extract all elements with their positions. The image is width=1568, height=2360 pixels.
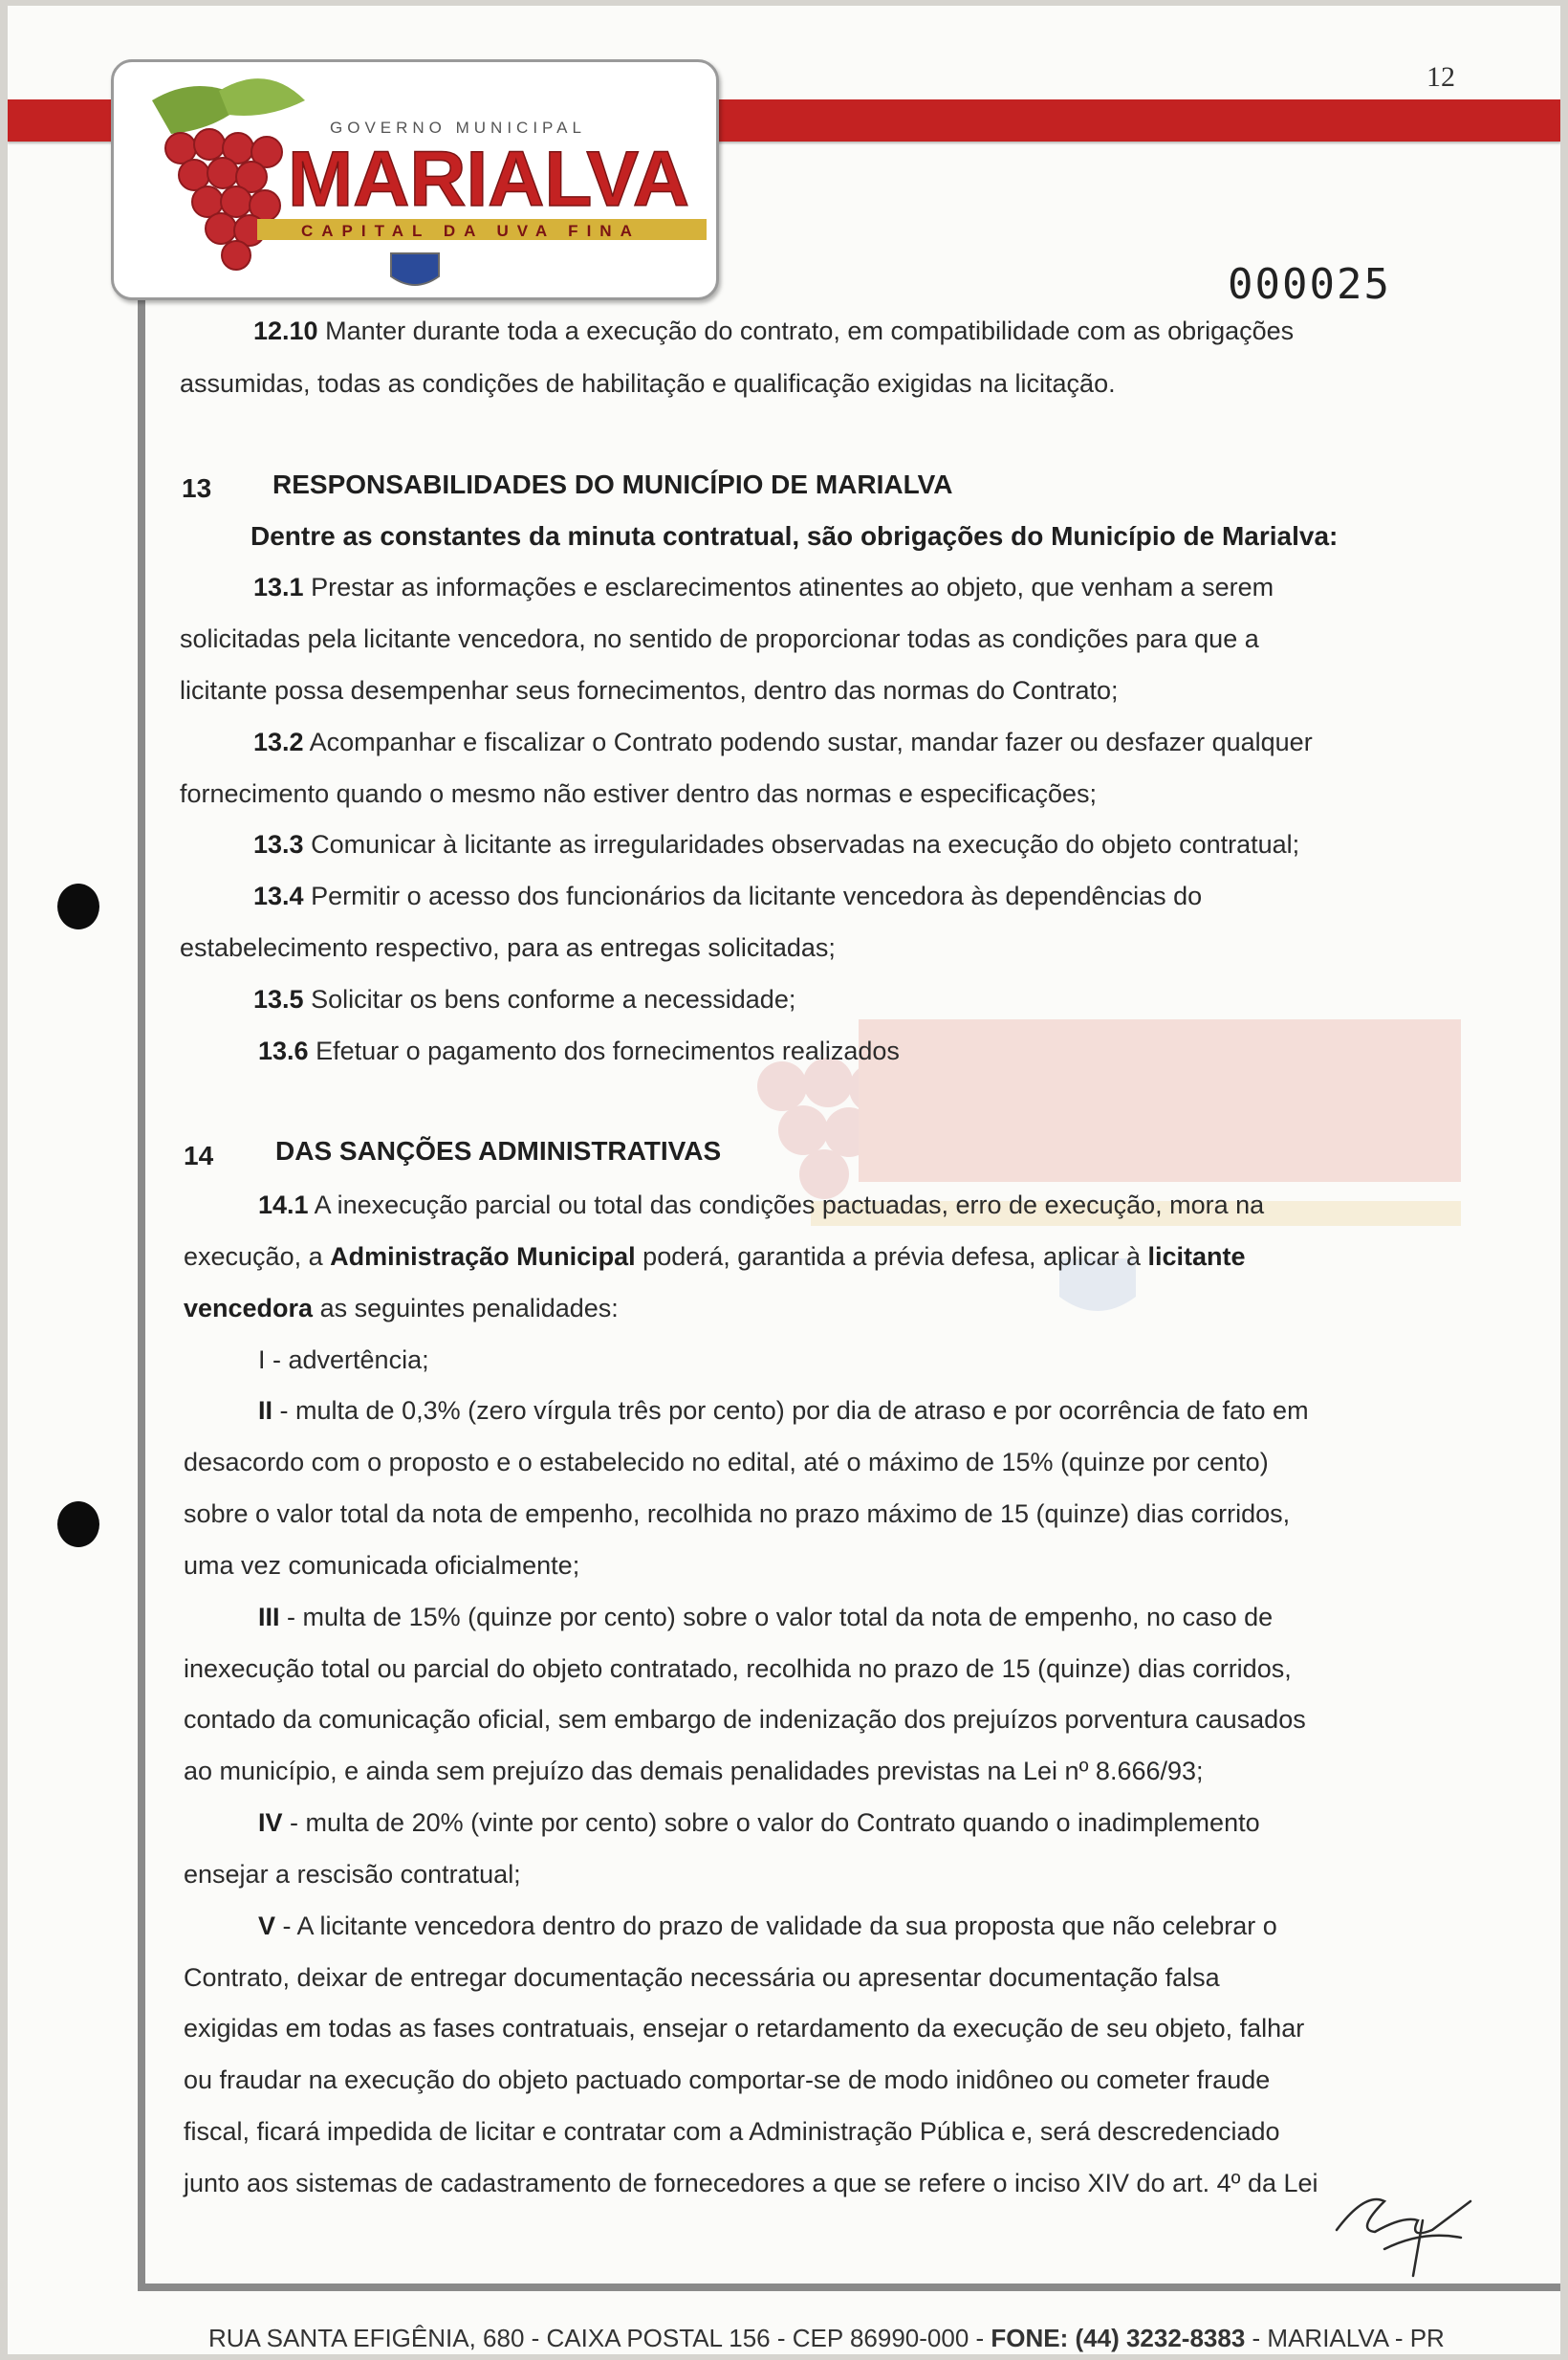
text-line: 13.3 Comunicar à licitante as irregularidades observadas na execução do objeto contratual; xyxy=(253,830,1300,859)
signature-icon xyxy=(1327,2163,1480,2278)
document-page xyxy=(8,6,1560,2354)
text-line: sobre o valor total da nota de empenho, recolhida no prazo máximo de 15 (quinze) dias corridos, xyxy=(184,1499,1291,1528)
text-line: ou fraudar na execução do objeto pactuado comportar-se de modo inidôneo ou cometer fraude xyxy=(184,2065,1271,2094)
text-line: 13.4 Permitir o acesso dos funcionários da licitante vencedora às dependências do xyxy=(253,882,1203,910)
text-line: solicitadas pela licitante vencedora, no sentido de proporcionar todas as condições para que a xyxy=(180,624,1259,653)
text-line: II - multa de 0,3% (zero vírgula três por cento) por dia de atraso e por ocorrência de fato em xyxy=(258,1396,1309,1425)
text-line: uma vez comunicada oficialmente; xyxy=(184,1551,580,1580)
text-line: vencedora as seguintes penalidades: xyxy=(184,1294,619,1322)
text-line: 13.6 Efetuar o pagamento dos fornecimentos realizados xyxy=(258,1037,900,1065)
text-line: junto aos sistemas de cadastramento de fornecedores a que se refere o inciso XIV do art. 4º da Lei xyxy=(184,2169,1318,2197)
text-line: inexecução total ou parcial do objeto contratado, recolhida no prazo de 15 (quinze) dias corridos, xyxy=(184,1654,1292,1683)
text-line: 13.5 Solicitar os bens conforme a necessidade; xyxy=(253,985,796,1014)
section-14-title: DAS SANÇÕES ADMINISTRATIVAS xyxy=(275,1136,722,1166)
text-line: desacordo com o proposto e o estabelecido no edital, até o máximo de 15% (quinze por cento) xyxy=(184,1448,1269,1476)
text-line: execução, a Administração Municipal poderá, garantida a prévia defesa, aplicar à licitante xyxy=(184,1242,1246,1271)
text-line: fornecimento quando o mesmo não estiver dentro das normas e especificações; xyxy=(180,779,1098,808)
text-line: IV - multa de 20% (vinte por cento) sobre o valor do Contrato quando o inadimplemento xyxy=(258,1808,1260,1837)
text-line: V - A licitante vencedora dentro do prazo de validade da sua proposta que não celebrar o xyxy=(258,1912,1277,1940)
text-line: III - multa de 15% (quinze por cento) sobre o valor total da nota de empenho, no caso de xyxy=(258,1603,1274,1631)
document-stamp-number: 000025 xyxy=(1228,260,1391,309)
text-line: exigidas em todas as fases contratuais, ensejar o retardamento da execução de seu objeto, falhar xyxy=(184,2014,1305,2043)
text-line: contado da comunicação oficial, sem embargo de indenização dos prejuízos porventura causados xyxy=(184,1705,1306,1734)
page-number: 12 xyxy=(1426,61,1455,93)
document-body xyxy=(8,6,1560,2354)
text-line: Contrato, deixar de entregar documentação necessária ou apresentar documentação falsa xyxy=(184,1963,1220,1992)
logo-top-text: GOVERNO MUNICIPAL xyxy=(330,119,586,137)
section-14-number: 14 xyxy=(184,1141,214,1170)
text-line: ao município, e ainda sem prejuízo das demais penalidades previstas na Lei nº 8.666/93; xyxy=(184,1757,1204,1785)
text-line: 14.1 A inexecução parcial ou total das condições pactuadas, erro de execução, mora na xyxy=(258,1191,1265,1219)
text-line: 13.1 Prestar as informações e esclarecimentos atinentes ao objeto, que venham a serem xyxy=(253,573,1274,601)
text-line: estabelecimento respectivo, para as entregas solicitadas; xyxy=(180,933,836,962)
text-line: licitante possa desempenhar seus fornecimentos, dentro das normas do Contrato; xyxy=(180,676,1119,705)
logo-tagline: CAPITAL DA UVA FINA xyxy=(301,222,641,240)
text-line: ensejar a rescisão contratual; xyxy=(184,1860,521,1889)
text-line: assumidas, todas as condições de habilitação e qualificação exigidas na licitação. xyxy=(180,369,1116,398)
footer-address: RUA SANTA EFIGÊNIA, 680 - CAIXA POSTAL 156 - CEP 86990-000 - FONE: (44) 3232-8383 - MARIALVA - PR xyxy=(208,2324,1445,2352)
logo-name: MARIALVA xyxy=(288,136,689,223)
text-line: I - advertência; xyxy=(258,1345,429,1374)
section-13-number: 13 xyxy=(182,473,212,503)
text-line: 13.2 Acompanhar e fiscalizar o Contrato podendo sustar, mandar fazer ou desfazer qualquer xyxy=(253,728,1313,756)
text-line: fiscal, ficará impedida de licitar e contratar com a Administração Pública e, será descredenciado xyxy=(184,2117,1280,2146)
text-line: 12.10 Manter durante toda a execução do contrato, em compatibilidade com as obrigações xyxy=(253,317,1295,345)
section-13-title: RESPONSABILIDADES DO MUNICÍPIO DE MARIALVA xyxy=(272,470,953,499)
section-13-intro: Dentre as constantes da minuta contratual, são obrigações do Município de Marialva: xyxy=(250,521,1339,551)
